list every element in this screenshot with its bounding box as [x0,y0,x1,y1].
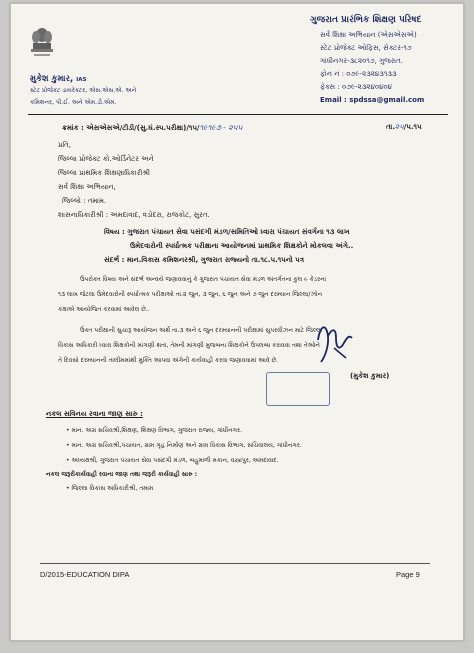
body-paragraph-2-line: તે દિવસો દરમ્યાનની તાલીમમાંથી મુક્તિ આપવા અંગેની કાર્યવાહી કરવા જણાવવામાં આવે છે. [58,357,279,364]
signature-mark [312,318,362,366]
subject-line-1: વિષય : ગુજરાત પંચાયત સેવા પસંદગી મંડળ/સમિતિઓ ધ્વારા પંચાયત સંવર્ગના ૧૩ લાખ [104,228,350,236]
footer-page-number: Page 9 [396,570,420,579]
forward-item-text: જિલ્લા વિકાસ અધિકારીશ્રી, તમામ [71,485,154,492]
body-paragraph-1-line: કક્ષાએ આયોજિત કરવામાં આવેલ છે.. [58,306,150,313]
official-name [30,74,86,84]
letter-date [386,123,422,132]
official-ias: IAS [76,77,87,83]
addressee-line: જિલ્લા પ્રાથમિક શિક્ષણાધિકારીશ્રી [58,169,151,177]
subject-line-2: ઉમેદવારોની સ્પર્ધાત્મક પરીક્ષાના આયોજનમાં પ્રાથમિક શિક્ષકોને મોકલવા અંગે.. [130,242,354,250]
copy-item: • માન. અગ્ર સચિવશ્રી,શિક્ષણ, શિક્ષણ વિભાગ, ગુજરાત રાજ્ય, ગાંધીનગર. [66,427,243,434]
email-address: Email : spdssa@gmail.com [320,96,425,104]
body-paragraph-1-line: ૧૩ લાખ જેટલા ઉમેદવારોની સ્પર્ધાત્મક પરીક્ષાઓ તા.૨ જુન, ૩ જુન, ૬ જુન અને ૭ જુન દરમ્યાન જિલ્લા/ઝોન [58,291,323,298]
forward-heading: નકલ જરૂરીકાર્યવાહી રવાના જાણ તથા જરૂરી કાર્યવાહી સારુ : [46,471,198,478]
org-subtitle: સર્વ શિક્ષા અભિયાન (એસએસએ) [320,31,417,39]
body-paragraph-1-line: ઉપરોક્ત વિષય અને સંદર્ભ અન્વયે જણાવવાનું કે ગુજરાત પંચાયત સેવા મંડળ અંતર્ગતના કુલ ૯ કેડરના [80,276,327,283]
body-paragraph-2-line: ઉક્ત પરીક્ષાની સુચારૂ આયોજન અર્થે તા.૩ અને ૬ જુન દરમ્યાનની પરીક્ષામાં સુપરવીઝન માટે જિલ્લા [80,327,323,334]
official-designation-2: કમિશનર, પી.ઈ. અને એમ.ડી.એમ. [30,99,117,106]
body-paragraph-2-line: વિકાસ અધિકારી ધ્વારા શિક્ષકોની માંગણી થતાં, તેમની માંગણી મુજબના શિક્ષકોને ઉપલબ્ધ કરાવવા તથા તેઓને [58,342,320,349]
footer-left-text: D/2015-EDUCATION DIPA [40,570,130,579]
date-suffix: /૫.૧૫ [403,123,422,131]
reference-handwritten: ૧૯૧૯૭ - ૨૫૫ [199,123,243,132]
org-address-1: સ્ટેટ પ્રોજેક્ટ ઓફિસ, સેક્ટર-૧૭ [320,44,412,52]
addressee-line: પ્રતિ, [58,141,71,149]
copy-item-text: માન. અગ્ર સચિવશ્રી,પંચાયત, ગ્રામ ગૃહ નિર્માણ અને ગ્રામ વિકાસ વિભાગ, સચિવાલય, ગાંધીનગર. [71,442,302,449]
fax-number: ફેક્સ : ૦૭૯-૨૩૨૪૦૪૦૪ [320,83,392,91]
addressee-line: જિલ્લા પ્રોજેક્ટ કો.ઓર્ડિનેટર અને [58,155,154,163]
phone-number: ફોન નં : ૦૭૯-૨૩૨૪૩૧૩૩ [320,70,397,78]
signatory-name: (મુકેશ કુમાર) [350,372,390,380]
copy-item: • માન. અગ્ર સચિવશ્રી,પંચાયત, ગ્રામ ગૃહ નિર્માણ અને ગ્રામ વિકાસ વિભાગ, સચિવાલય, ગાંધીનગર. [66,442,302,449]
date-label: તા. [386,123,396,131]
reference-letter: સંદર્ભ : માન.વિકાસ કમિશનરશ્રી, ગુજરાત રાજ્યનો તા.૧૮.૫.૧૫નો પત્ર [104,256,305,264]
addressee-line: જિલ્લો : તમામ. [62,197,107,205]
addressee-line: સર્વ શિક્ષા અભિયાન, [58,183,116,191]
date-handwritten: ૨૫ [395,123,404,131]
reference-number [62,123,243,133]
copy-heading: નકલ સવિનય રવાના જાણ સારુ : [46,410,143,418]
addressee-line: શાસનાધિકારીશ્રી : અમદાવાદ, વડોદરા, રાજકોટ, સુરત. [58,211,210,219]
reference-label: ક્રમાંક : એસએસએ/ટીડી/(સુ.ઘં.સ્પ.પરીક્ષા)/૧૫/ [62,124,200,132]
official-designation-1: સ્ટેટ પ્રોજેક્ટ ડાયરેક્ટર, એસ.એસ.એ. અને [30,87,137,94]
office-stamp [266,372,330,406]
copy-item-text: અધ્યક્ષશ્રી, ગુજરાત પંચાયત સેવા પસંદગી મંડળ, બહુમાળી મકાન, વસ્ત્રાપુર, અમદાવાદ. [71,457,279,464]
state-emblem-icon [28,26,56,68]
footer-divider [40,563,430,564]
official-name-text: મુકેશ કુમાર, [30,74,74,84]
org-title: ગુજરાત પ્રારંભિક શિક્ષણ પરિષદ [310,15,422,25]
org-address-2: ગાંધીનગર-૩૮૨૦૧૭, ગુજરાત. [320,57,404,65]
copy-item: • અધ્યક્ષશ્રી, ગુજરાત પંચાયત સેવા પસંદગી મંડળ, બહુમાળી મકાન, વસ્ત્રાપુર, અમદાવાદ. [66,457,279,464]
header-divider [28,114,448,115]
copy-item-text: માન. અગ્ર સચિવશ્રી,શિક્ષણ, શિક્ષણ વિભાગ, ગુજરાત રાજ્ય, ગાંધીનગર. [71,427,243,434]
forward-item: • જિલ્લા વિકાસ અધિકારીશ્રી, તમામ [66,485,154,492]
